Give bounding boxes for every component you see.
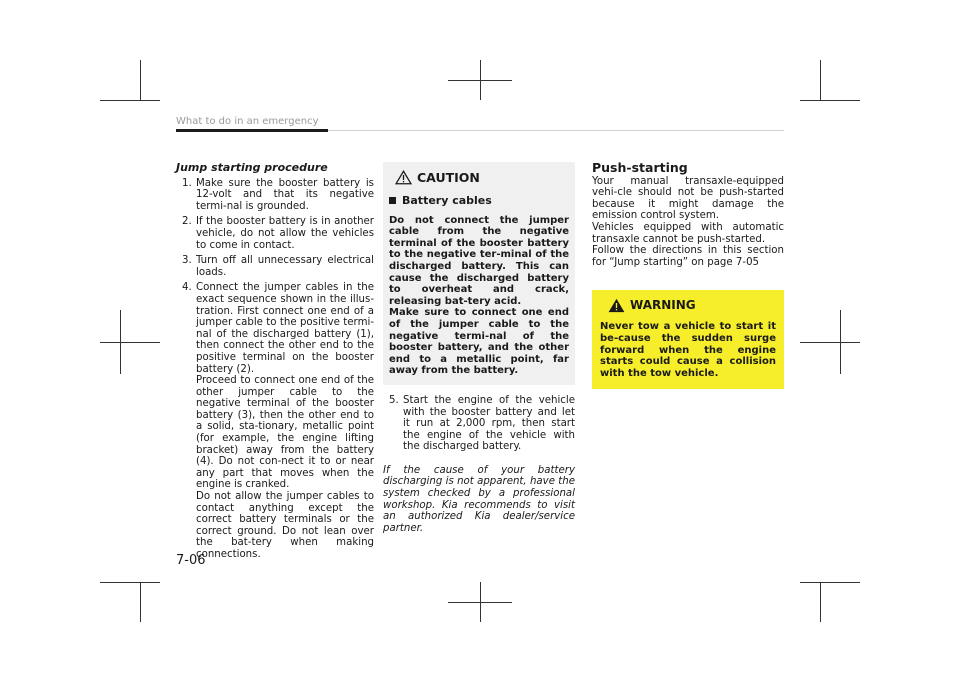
warning-text: Never tow a vehicle to start it be-cause the sudden surge forward when the engine starts could cause a collision with the tow vehicle. <box>600 321 776 379</box>
caution-box <box>383 162 575 385</box>
caution-title: CAUTION <box>395 170 569 185</box>
warning-triangle-icon <box>608 298 625 313</box>
page-number: 7-06 <box>176 553 206 568</box>
push-starting-text-2: Vehicles equipped with automatic transaxle cannot be push-started. <box>592 221 784 245</box>
push-starting-text-3: Follow the directions in this section for “Jump starting” on page 7-05 <box>592 245 784 268</box>
caution-column <box>383 162 575 534</box>
jump-steps-continued <box>383 395 575 453</box>
jump-steps-list <box>176 178 374 561</box>
bullet-square-icon <box>389 197 396 204</box>
jump-starting-column <box>176 162 374 561</box>
battery-note: If the cause of your battery discharging is not apparent, have the system checked by a professional workshop. Kia recommends to visit an authorized Kia dealer/service partner. <box>383 464 575 534</box>
warning-title: WARNING <box>608 298 776 313</box>
step-item: 4. Connect the jumper cables in the exact sequence shown in the illus-tration. First connect one end of a jumper cable to the positive termi-nal of the discharged battery (1), then connect the other end to the positive terminal on the booster battery (2). Proceed to connect one end of the other jumper cable to the negative terminal of the booster battery (3), then the other end to a solid, sta-tionary, metallic point (for example, the engine lifting bracket) away from the battery (4). Do not con-nect it to or near any part that moves when the engine is cranked. Do not allow the jumper cables to contact anything except the correct battery terminals or the correct ground. Do not lean over the bat-tery when making connections. <box>182 282 374 560</box>
jump-starting-heading: Jump starting procedure <box>176 161 328 174</box>
step-item: 5. Start the engine of the vehicle with the booster battery and let it run at 2,000 rpm, then start the engine of the vehicle with the discharged battery. <box>389 394 575 453</box>
step-item: 2. If the booster battery is in another vehicle, do not allow the vehicles to come in contact. <box>182 216 374 251</box>
warning-box <box>592 290 784 389</box>
warning-triangle-icon <box>395 170 412 185</box>
push-starting-text-1: Your manual transaxle-equipped vehi-cle should not be push-started because it might damage the emission control system. <box>592 175 784 222</box>
step-item: 1. Make sure the booster battery is 12-volt and that its negative termi-nal is grounded. <box>182 177 374 212</box>
section-header: What to do in an emergency <box>176 116 319 127</box>
header-rule <box>328 130 784 131</box>
header-bar <box>176 129 328 132</box>
caution-text-1: Do not connect the jumper cable from the negative terminal of the booster battery to the negative ter-minal of the discharged battery. This can cause the discharged battery to overheat and crack, releasing bat-tery acid. <box>389 214 569 307</box>
caution-subtitle: Battery cables <box>389 195 569 207</box>
step-item: 3. Turn off all unnecessary electrical loads. <box>182 255 374 278</box>
push-starting-heading: Push-starting <box>592 160 688 175</box>
caution-text-2: Make sure to connect one end of the jumper cable to the negative termi-nal of the booster battery, and the other end to a metallic point, far away from the battery. <box>389 307 569 377</box>
push-starting-column <box>592 162 784 389</box>
